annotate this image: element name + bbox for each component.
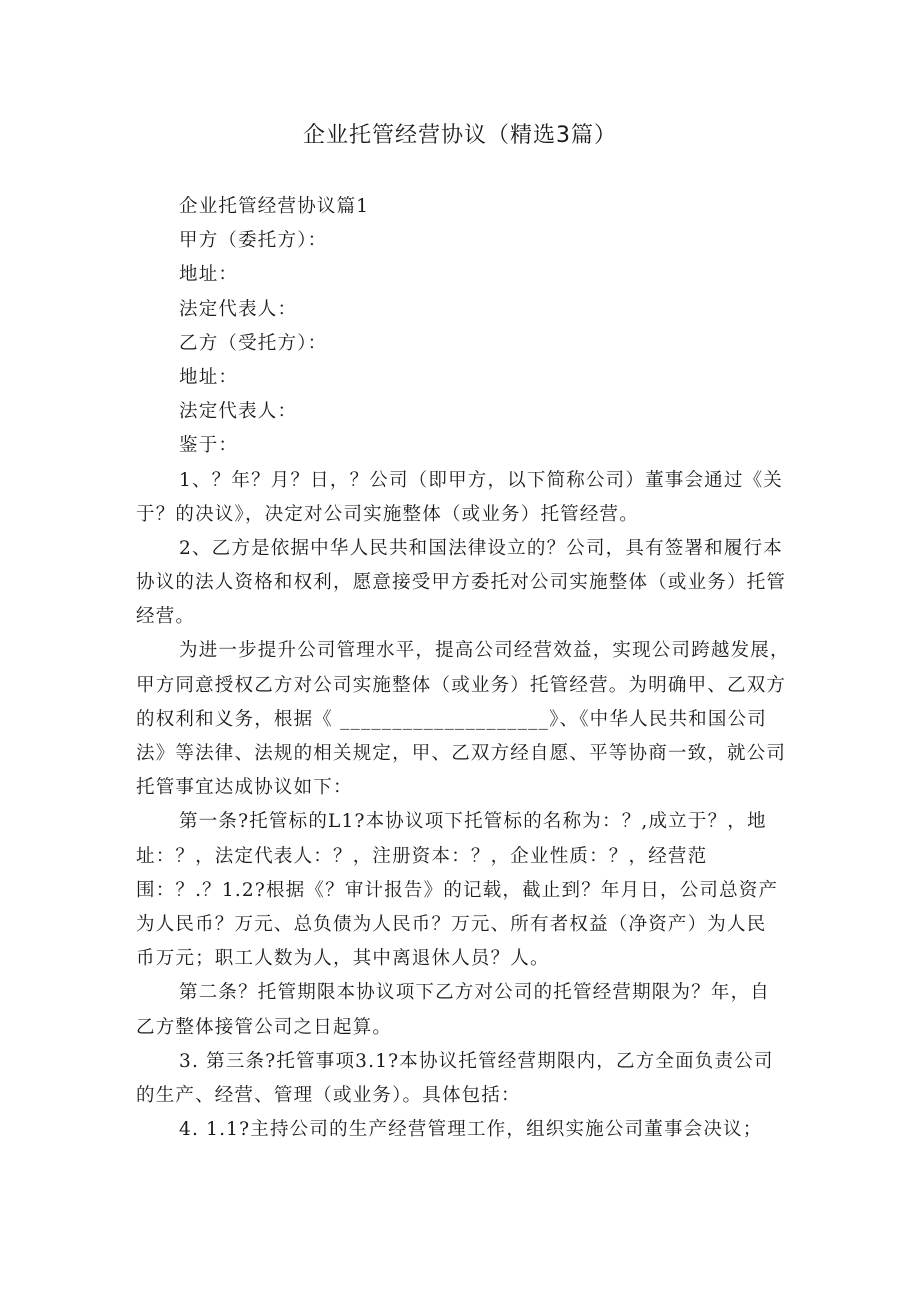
text-line: 地址： — [179, 264, 239, 286]
text-line: 企业托管经营协议篇1 — [179, 196, 370, 217]
text-line: 币万元；职工人数为人，其中离退休人员？人。 — [136, 948, 550, 970]
text-line: 第一条?托管标的L1?本协议项下托管标的名称为：？,成立于？，地 — [179, 811, 767, 833]
text-line: 鉴于： — [179, 435, 239, 457]
text-line: 为人民币？万元、总负债为人民币？万元、所有者权益（净资产）为人民 — [136, 913, 767, 935]
text-line: 协议的法人资格和权利，愿意接受甲方委托对公司实施整体（或业务）托管 — [136, 572, 787, 594]
text-line: 托管事宜达成协议如下： — [136, 777, 353, 799]
text-line: 2、乙方是依据中华人民共和国法律设立的？公司，具有签署和履行本 — [179, 537, 783, 559]
text-line: 第二条？托管期限本协议项下乙方对公司的托管经营期限为？年，自 — [179, 982, 771, 1004]
text-line: 乙方整体接管公司之日起算。 — [136, 1016, 393, 1038]
text-line: 法定代表人： — [179, 298, 298, 320]
text-line: 甲方（委托方）： — [179, 230, 328, 252]
document-title: 企业托管经营协议（精选3篇） — [303, 123, 617, 148]
text-line: 于？的决议》，决定对公司实施整体（或业务）托管经营。 — [136, 503, 639, 525]
text-line: 乙方（受托方）： — [179, 332, 328, 354]
text-line: 地址： — [179, 366, 239, 388]
document-body — [136, 190, 804, 1147]
text-line: 法》等法律、法规的相关规定，甲、乙双方经自愿、平等协商一致，就公司 — [136, 743, 787, 764]
text-line: 4. 1.1?主持公司的生产经营管理工作，组织实施公司董事会决议； — [179, 1119, 763, 1141]
text-line: 围：？.？1.2?根据《？审计报告》的记载，截止到？年月日，公司总资产 — [136, 879, 779, 901]
text-line: 法定代表人： — [179, 401, 298, 423]
text-line: 的权利和义务，根据《 ____________________》、《中华人民共和国公司 — [136, 708, 767, 730]
text-line: 1、？年？月？日，？公司（即甲方，以下简称公司）董事会通过《关 — [179, 469, 783, 491]
text-line: 经营。 — [136, 606, 196, 628]
text-line: 3. 第三条?托管事项3.1?本协议托管经营期限内，乙方全面负责公司 — [179, 1050, 774, 1072]
text-line: 为进一步提升公司管理水平，提高公司经营效益，实现公司跨越发展， — [179, 640, 790, 662]
text-line: 的生产、经营、管理（或业务）。具体包括： — [136, 1084, 521, 1106]
text-line: 甲方同意授权乙方对公司实施整体（或业务）托管经营。为明确甲、乙双方 — [136, 674, 787, 696]
text-line: 址：？，法定代表人：？，注册资本：？，企业性质：？，经营范 — [136, 845, 708, 867]
